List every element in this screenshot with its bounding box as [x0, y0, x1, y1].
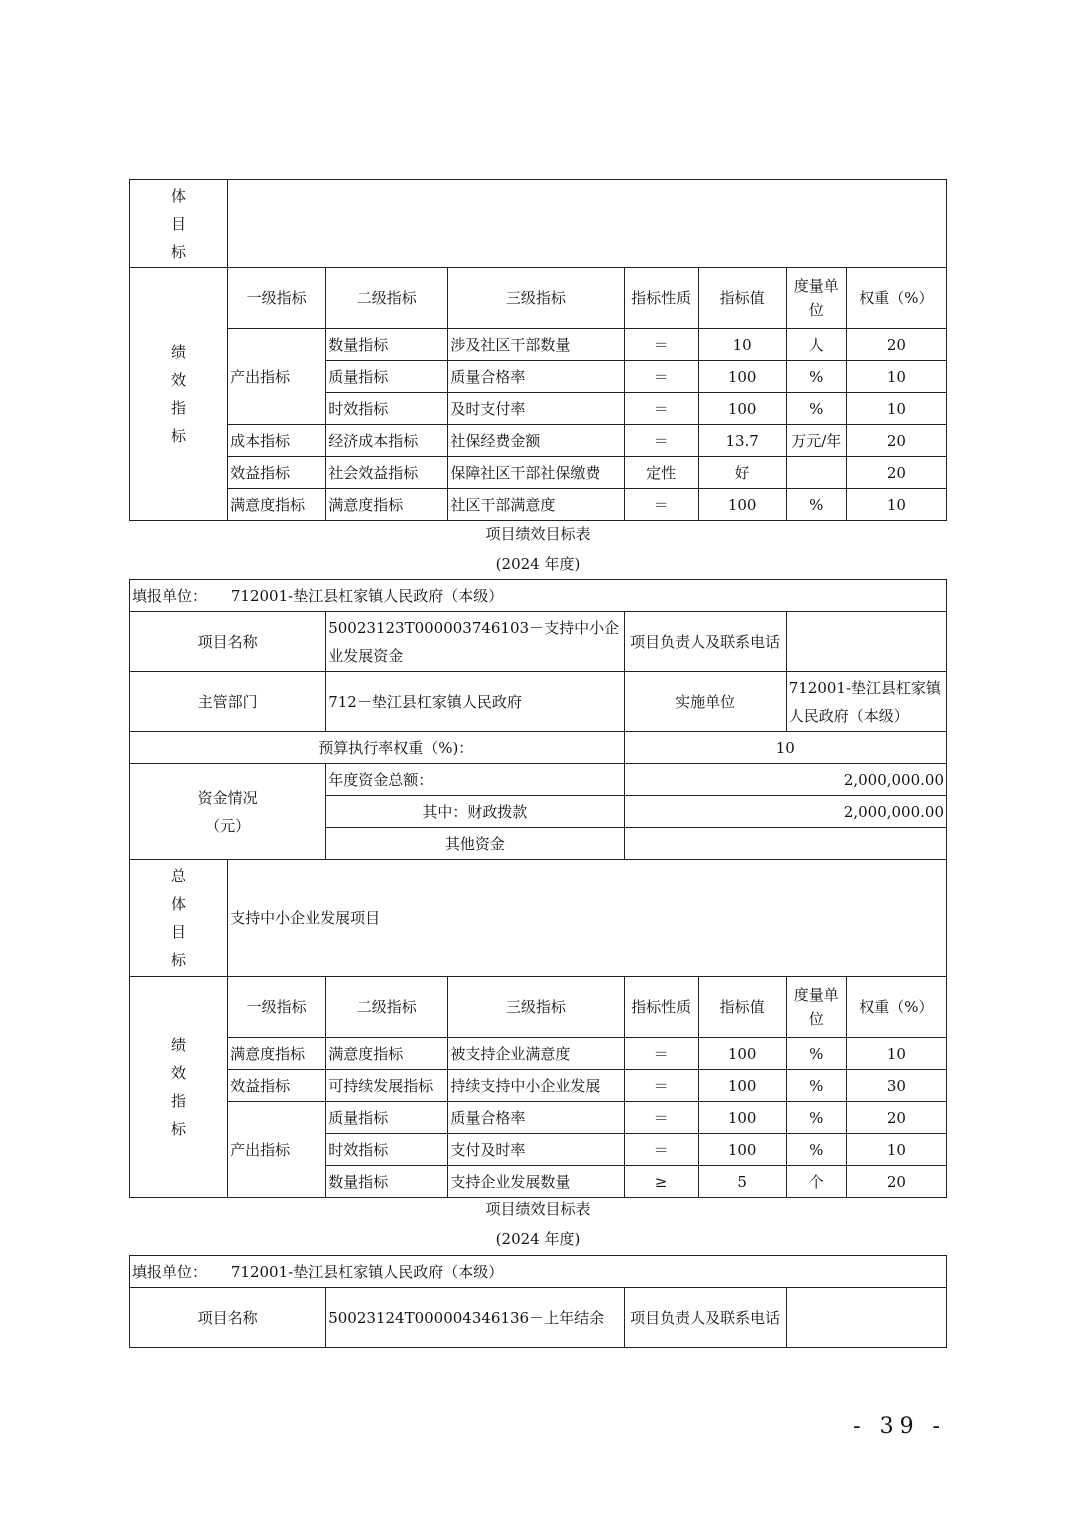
goal-text: 支持中小企业发展项目	[228, 860, 947, 977]
nature-cell: ＝	[624, 393, 698, 425]
table-title: 项目绩效目标表	[485, 1200, 591, 1218]
l1-cell: 产出指标	[228, 329, 326, 425]
l2-cell: 质量指标	[326, 361, 448, 393]
l3-cell: 保障社区干部社保缴费	[448, 457, 624, 489]
dept-value: 712－垫江县杠家镇人民政府	[326, 672, 624, 732]
nature-cell: ＝	[624, 425, 698, 457]
nature-cell: ＝	[624, 489, 698, 521]
perf-table-1	[129, 179, 947, 521]
page-number: - 39 -	[853, 1414, 946, 1439]
unit-cell: %	[786, 1038, 846, 1070]
goal-label: 总 体 目 标	[130, 860, 228, 977]
value-cell: 100	[698, 1134, 786, 1166]
table-row	[130, 489, 947, 521]
table-row	[130, 1102, 947, 1134]
fund-total-value: 2,000,000.00	[624, 764, 946, 796]
l3-cell: 质量合格率	[448, 1102, 624, 1134]
nature-cell: ＝	[624, 361, 698, 393]
nature-cell: ＝	[624, 1070, 698, 1102]
l1-cell: 产出指标	[228, 1102, 326, 1198]
value-cell: 好	[698, 457, 786, 489]
l3-cell: 支持企业发展数量	[448, 1166, 624, 1198]
l1-cell: 满意度指标	[228, 489, 326, 521]
filler-value: 712001-垫江县杠家镇人民政府（本级）	[230, 586, 504, 605]
l1-cell: 满意度指标	[228, 1038, 326, 1070]
unit-cell: 个	[786, 1166, 846, 1198]
table-row	[130, 425, 947, 457]
header-l2: 二级指标	[326, 977, 448, 1038]
nature-cell: ≥	[624, 1166, 698, 1198]
weight-cell: 10	[846, 1038, 946, 1070]
value-cell: 10	[698, 329, 786, 361]
header-nature: 指标性质	[624, 977, 698, 1038]
table-title: 项目绩效目标表	[485, 525, 591, 543]
header-unit: 度量单位	[786, 977, 846, 1038]
perf-table-3	[129, 1255, 947, 1348]
nature-cell: ＝	[624, 1102, 698, 1134]
weight-cell: 10	[846, 393, 946, 425]
header-l3: 三级指标	[448, 268, 624, 329]
header-value: 指标值	[698, 977, 786, 1038]
header-value: 指标值	[698, 268, 786, 329]
table-row	[130, 329, 947, 361]
value-cell: 100	[698, 1038, 786, 1070]
dept-label: 主管部门	[130, 672, 326, 732]
unit-cell: 人	[786, 329, 846, 361]
goal-text	[228, 180, 947, 268]
filler-label: 填报单位：	[132, 1262, 208, 1281]
weight-cell: 10	[846, 1134, 946, 1166]
header-unit: 度量单位	[786, 268, 846, 329]
value-cell: 100	[698, 1102, 786, 1134]
nature-cell: 定性	[624, 457, 698, 489]
header-weight: 权重（%）	[846, 977, 946, 1038]
header-l2: 二级指标	[326, 268, 448, 329]
table-year: (2024 年度)	[495, 1230, 581, 1248]
l2-cell: 可持续发展指标	[326, 1070, 448, 1102]
table-row	[130, 1070, 947, 1102]
fund-other-value	[624, 828, 946, 860]
weight-cell: 20	[846, 457, 946, 489]
l1-cell: 成本指标	[228, 425, 326, 457]
fund-fiscal-label: 其中：财政拨款	[326, 796, 624, 828]
perf-label: 绩 效 指 标	[130, 977, 228, 1198]
filler-row	[130, 580, 947, 612]
nature-cell: ＝	[624, 1134, 698, 1166]
weight-cell: 20	[846, 425, 946, 457]
fund-fiscal-value: 2,000,000.00	[624, 796, 946, 828]
project-name-value: 50023124T000004346136－上年结余	[326, 1288, 624, 1348]
l2-cell: 质量指标	[326, 1102, 448, 1134]
value-cell: 100	[698, 1070, 786, 1102]
unit-cell: %	[786, 489, 846, 521]
weight-cell: 10	[846, 489, 946, 521]
weight-cell: 20	[846, 1102, 946, 1134]
header-weight: 权重（%）	[846, 268, 946, 329]
fund-other-label: 其他资金	[326, 828, 624, 860]
l2-cell: 社会效益指标	[326, 457, 448, 489]
fund-label: 资金情况 （元）	[130, 764, 326, 860]
value-cell: 5	[698, 1166, 786, 1198]
unit-cell: %	[786, 1102, 846, 1134]
impl-value: 712001-垫江县杠家镇人民政府（本级）	[786, 672, 946, 732]
budget-weight-label: 预算执行率权重（%)：	[130, 732, 625, 764]
header-nature: 指标性质	[624, 268, 698, 329]
value-cell: 100	[698, 361, 786, 393]
l3-cell: 社区干部满意度	[448, 489, 624, 521]
l3-cell: 被支持企业满意度	[448, 1038, 624, 1070]
l2-cell: 满意度指标	[326, 489, 448, 521]
perf-label: 绩 效 指 标	[130, 268, 228, 521]
table-year: (2024 年度)	[495, 555, 581, 573]
l3-cell: 社保经费金额	[448, 425, 624, 457]
weight-cell: 20	[846, 1166, 946, 1198]
header-l1: 一级指标	[228, 977, 326, 1038]
perf-table-2	[129, 579, 947, 1198]
l1-cell: 效益指标	[228, 1070, 326, 1102]
unit-cell: %	[786, 361, 846, 393]
l3-cell: 支付及时率	[448, 1134, 624, 1166]
weight-cell: 30	[846, 1070, 946, 1102]
table-row	[130, 1038, 947, 1070]
goal-label: 体 目 标	[130, 180, 228, 268]
weight-cell: 20	[846, 329, 946, 361]
l3-cell: 及时支付率	[448, 393, 624, 425]
l2-cell: 数量指标	[326, 1166, 448, 1198]
contact-label: 项目负责人及联系电话	[624, 1288, 786, 1348]
header-l1: 一级指标	[228, 268, 326, 329]
unit-cell: 万元/年	[786, 425, 846, 457]
l2-cell: 满意度指标	[326, 1038, 448, 1070]
project-name-label: 项目名称	[130, 612, 326, 672]
header-l3: 三级指标	[448, 977, 624, 1038]
l3-cell: 持续支持中小企业发展	[448, 1070, 624, 1102]
filler-row	[130, 1256, 947, 1288]
unit-cell: %	[786, 1134, 846, 1166]
contact-value	[786, 612, 946, 672]
unit-cell: %	[786, 1070, 846, 1102]
l2-cell: 经济成本指标	[326, 425, 448, 457]
nature-cell: ＝	[624, 1038, 698, 1070]
weight-cell: 10	[846, 361, 946, 393]
project-name-label: 项目名称	[130, 1288, 326, 1348]
table-row	[130, 457, 947, 489]
l3-cell: 涉及社区干部数量	[448, 329, 624, 361]
value-cell: 100	[698, 489, 786, 521]
l2-cell: 时效指标	[326, 1134, 448, 1166]
l2-cell: 时效指标	[326, 393, 448, 425]
filler-value: 712001-垫江县杠家镇人民政府（本级）	[230, 1262, 504, 1281]
impl-label: 实施单位	[624, 672, 786, 732]
filler-label: 填报单位：	[132, 586, 208, 605]
contact-label: 项目负责人及联系电话	[624, 612, 786, 672]
budget-weight-value: 10	[624, 732, 946, 764]
contact-value	[786, 1288, 946, 1348]
project-name-value: 50023123T000003746103－支持中小企业发展资金	[326, 612, 624, 672]
l3-cell: 质量合格率	[448, 361, 624, 393]
value-cell: 13.7	[698, 425, 786, 457]
l2-cell: 数量指标	[326, 329, 448, 361]
l1-cell: 效益指标	[228, 457, 326, 489]
unit-cell: %	[786, 393, 846, 425]
fund-total-label: 年度资金总额：	[326, 764, 624, 796]
nature-cell: ＝	[624, 329, 698, 361]
value-cell: 100	[698, 393, 786, 425]
unit-cell	[786, 457, 846, 489]
